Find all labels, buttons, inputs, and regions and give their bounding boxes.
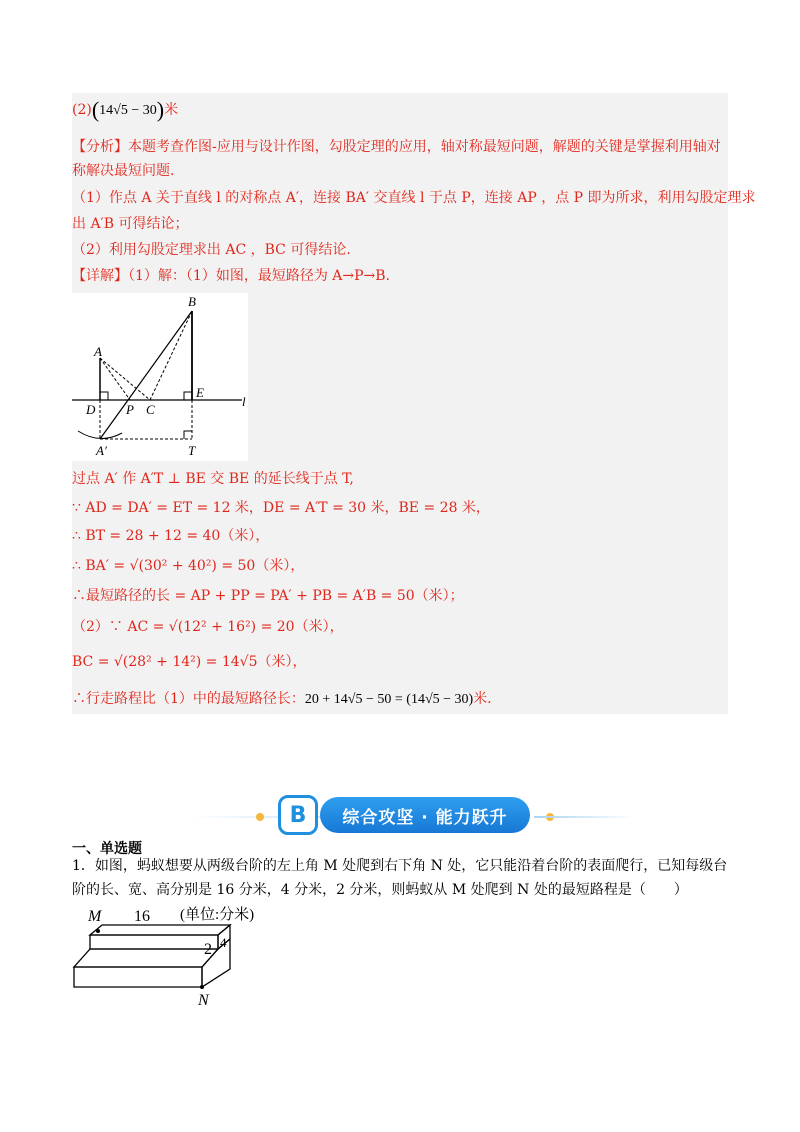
banner-title: 综合攻坚 · 能力跃升 (320, 797, 530, 833)
part2-prefix: (2) (72, 102, 92, 118)
detail-label: 【详解】 (72, 268, 128, 284)
geometry-figure-1 (72, 293, 248, 461)
equation-6: BC = √(28² + 14²) = 14√5（米）， (72, 654, 307, 670)
equation-7-math: 20 + 14√5 − 50 = (14√5 − 30) (304, 692, 474, 707)
label-P: P (126, 402, 134, 417)
stairs-figure-svg (68, 903, 308, 1013)
banner-badge: B (278, 795, 318, 835)
part2-unit: 米 (164, 102, 179, 118)
equation-7 (72, 689, 492, 710)
question-line-2: 阶的长、宽、高分别是 16 分米，4 分米，2 分米，则蚂蚁从 M 处爬到 N 处的最短路程是（ ） (72, 882, 688, 898)
right-angle-D (100, 392, 108, 400)
label-C: C (146, 402, 155, 417)
equation-5: （2）∵ AC = √(12² + 16²) = 20（米）， (72, 619, 344, 635)
part2-answer-line: (2)(14√5 − 30)米 (72, 97, 179, 122)
label-16: 16 (134, 908, 150, 925)
label-A-prime: A′ (96, 443, 107, 458)
equation-2: ∴ BT = 28 + 12 = 40（米）， (72, 528, 270, 544)
detail-text: （1）解：（1）如图，最短路径为 A→P→B. (128, 268, 390, 284)
label-A: A (94, 344, 102, 359)
label-E: E (196, 385, 204, 400)
step2-line: （2）利用勾股定理求出 AC ，BC 可得结论. (72, 242, 351, 258)
banner-rule-right (534, 816, 634, 818)
equation-3: ∴ BA′ = √(30² + 40²) = 50（米）， (72, 558, 305, 574)
part2-expr: 14√5 − 30 (99, 103, 157, 118)
question-line-1: 1．如图，蚂蚁想要从两级台阶的左上角 M 处爬到右下角 N 处，它只能沿着台阶的表面爬行，已知每级台 (72, 858, 728, 874)
section-banner (160, 790, 640, 840)
right-angle-T (184, 431, 192, 439)
right-angle-E (184, 392, 192, 400)
label-l: l (242, 394, 246, 409)
analysis-line-1 (72, 137, 721, 157)
equation-7-suffix: 米. (473, 691, 492, 707)
label-M: M (88, 908, 102, 925)
equation-7-prefix: ∴行走路程比（1）中的最短路径长： (72, 691, 305, 707)
label-D: D (86, 402, 96, 417)
segment-A-prime-B (100, 311, 192, 439)
stairs-figure (68, 903, 308, 1013)
segment-AP (100, 358, 130, 400)
label-N: N (198, 992, 209, 1009)
label-B: B (188, 294, 196, 309)
equation-4: ∴最短路径的长 = AP + PP = PA′ + PB = A′B = 50（米）； (72, 588, 464, 604)
label-unit: (单位:分米) (180, 907, 255, 923)
line-construct-T: 过点 A′ 作 A′T ⊥ BE 交 BE 的延长线于点 T, (72, 471, 354, 487)
solution-box (72, 93, 756, 714)
equation-1: ∵ AD = DA′ = ET = 12 米，DE = A′T = 30 米，BE = 28 米， (72, 500, 490, 516)
section-heading: 一、单选题 (72, 841, 142, 857)
step1-line-2: 出 A′B 可得结论； (72, 216, 189, 232)
geometry-figure-1-svg (72, 293, 248, 461)
analysis-line-2: 称解决最短问题. (72, 163, 175, 179)
label-T: T (188, 443, 196, 458)
detail-line (72, 266, 390, 286)
step1-line-1: （1）作点 A 关于直线 l 的对称点 A′，连接 BA′ 交直线 l 于点 P，连接 AP ，点 P 即为所求，利用勾股定理求 (72, 190, 756, 206)
label-4: 4 (220, 935, 227, 950)
analysis-label: 【分析】 (72, 139, 128, 155)
segment-CB (150, 311, 192, 400)
banner-dot-left (256, 813, 264, 821)
label-2: 2 (204, 941, 212, 958)
analysis-text-1: 本题考查作图-应用与设计作图，勾股定理的应用，轴对称最短问题，解题的关键是掌握利用轴对 (128, 139, 721, 155)
